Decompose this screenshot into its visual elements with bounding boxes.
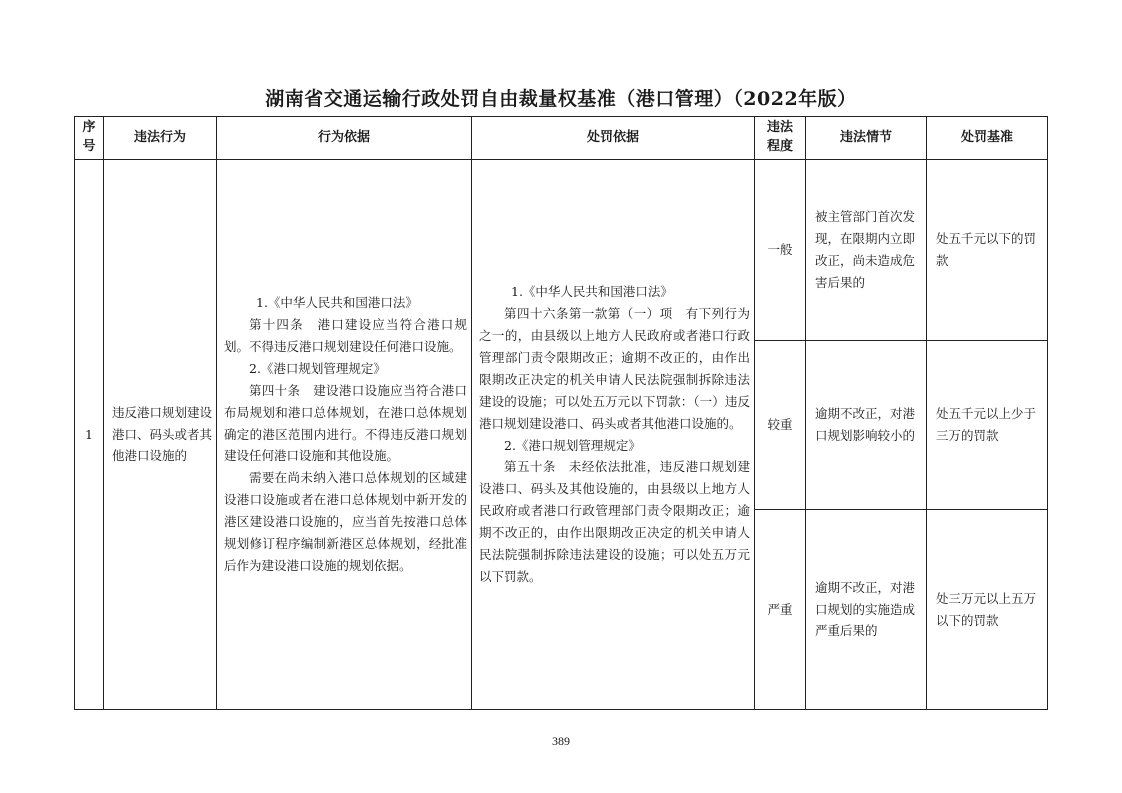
- penalty-standard-table: [74, 116, 1048, 710]
- row-violation: 违反港口规划建设港口、码头或者其他港口设施的: [104, 160, 217, 710]
- behavior-basis-law-2: 2.《港口规划管理规定》: [249, 360, 386, 376]
- page-number: 389: [552, 734, 570, 748]
- row-behavior-basis: [217, 160, 472, 710]
- header-behavior-basis: 行为依据: [217, 117, 472, 160]
- row-penalty-basis: [472, 160, 755, 710]
- penalty-basis-article-1: 第四十六条第一款第（一）项 有下列行为之一的，由县级以上地方人民政府或者港口行政管理部门责令限期改正；逾期不改正的，由作出限期改正决定的机关申请人民法院强制拆除违法建设的设施；可以处五万元以下罚款：（一）违反港口规划建设港口、码头或者其他港口设施的。: [479, 306, 750, 431]
- degree-serious: 较重: [755, 341, 806, 510]
- standard-serious: 处五千元以上少于三万的罚款: [927, 341, 1048, 510]
- header-degree: 违法程度: [755, 117, 806, 160]
- circumstance-severe: 逾期不改正，对港口规划的实施造成严重后果的: [806, 510, 927, 710]
- header-violation: 违法行为: [104, 117, 217, 160]
- table-header-row: [75, 117, 1048, 160]
- row-seq: 1: [75, 160, 104, 710]
- header-seq: 序号: [75, 117, 104, 160]
- behavior-basis-article-1: 第十四条 港口建设应当符合港口规划。不得违反港口规划建设任何港口设施。: [224, 317, 467, 355]
- penalty-basis-law-1: 1.《中华人民共和国港口法》: [511, 284, 673, 300]
- circumstance-serious: 逾期不改正，对港口规划影响较小的: [806, 341, 927, 510]
- penalty-basis-law-2: 2.《港口规划管理规定》: [504, 437, 641, 453]
- penalty-basis-article-2: 第五十条 未经依法批准，违反港口规划建设港口、码头及其他设施的，由县级以上地方人民政府或者港口行政管理部门责令限期改正；逾期不改正的，由作出限期改正决定的机关申请人民法院强制拆除违法建设的设施；可以处五万元以下罚款。: [479, 459, 750, 584]
- standard-severe: 处三万元以上五万以下的罚款: [927, 510, 1048, 710]
- standard-general: 处五千元以下的罚款: [927, 160, 1048, 341]
- header-penalty-basis: 处罚依据: [472, 117, 755, 160]
- table-row: [75, 160, 1048, 341]
- circumstance-general: 被主管部门首次发现，在限期内立即改正，尚未造成危害后果的: [806, 160, 927, 341]
- degree-severe: 严重: [755, 510, 806, 710]
- degree-general: 一般: [755, 160, 806, 341]
- behavior-basis-article-2-para: 需要在尚未纳入港口总体规划的区域建设港口设施或者在港口总体规划中新开发的港区建设港口设施的，应当首先按港口总体规划修订程序编制新港区总体规划，经批准后作为建设港口设施的规划依据。: [224, 470, 467, 573]
- behavior-basis-law-1: 1.《中华人民共和国港口法》: [256, 295, 418, 311]
- header-circumstance: 违法情节: [806, 117, 927, 160]
- header-standard: 处罚基准: [927, 117, 1048, 160]
- behavior-basis-article-2: 第四十条 建设港口设施应当符合港口布局规划和港口总体规划，在港口总体规划确定的港区范围内进行。不得违反港口规划建设任何港口设施和其他设施。: [224, 382, 467, 464]
- document-title: 湖南省交通运输行政处罚自由裁量权基准（港口管理）（2022年版）: [265, 88, 857, 110]
